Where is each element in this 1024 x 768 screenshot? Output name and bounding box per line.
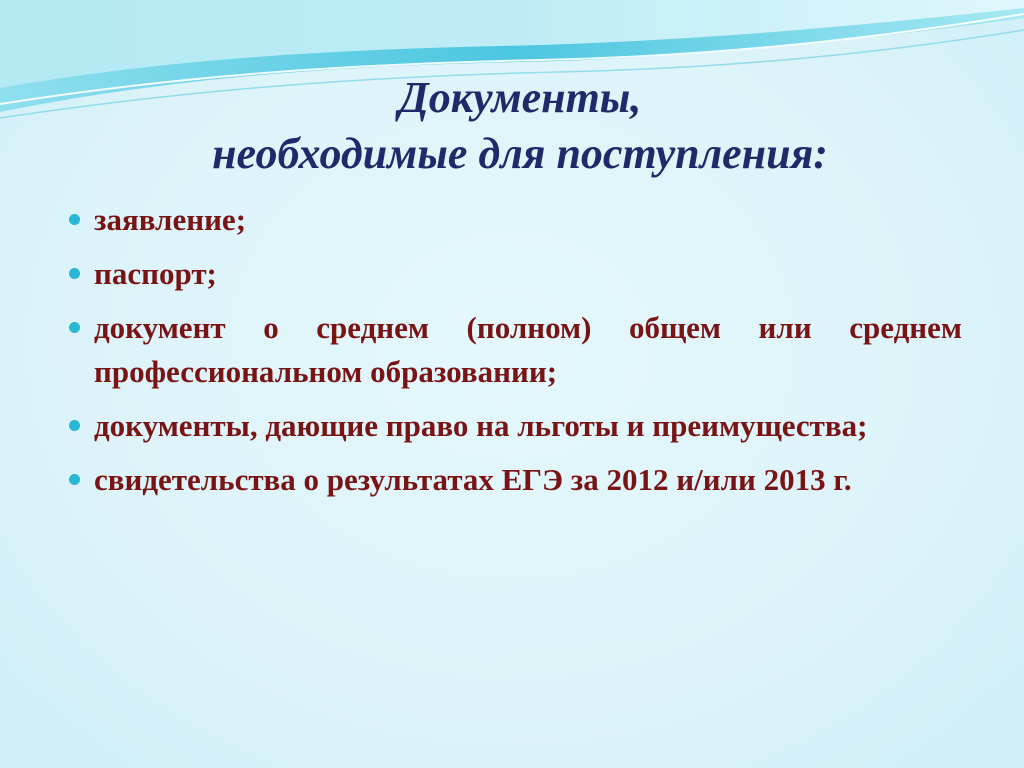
slide-title: [0, 70, 1024, 182]
bullet-icon: [69, 214, 80, 225]
list-item: [64, 306, 962, 394]
list-item-text: документ о среднем (полном) общем или среднем профессиональном образовании;: [94, 310, 962, 389]
bullet-icon: [69, 420, 80, 431]
documents-list: [64, 198, 962, 512]
list-item: [64, 198, 962, 242]
list-item-text: заявление;: [94, 202, 247, 237]
list-item: [64, 404, 962, 448]
list-item-text: свидетельства о результатах ЕГЭ за 2012 и/или 2013 г.: [94, 462, 852, 497]
bullet-icon: [69, 268, 80, 279]
title-line-1: Документы,: [398, 73, 642, 122]
list-item-text: паспорт;: [94, 256, 217, 291]
list-item: [64, 252, 962, 296]
title-line-2: необходимые для поступления:: [212, 129, 828, 178]
bullet-icon: [69, 474, 80, 485]
list-item-text: документы, дающие право на льготы и преимущества;: [94, 408, 868, 443]
bullet-icon: [69, 322, 80, 333]
list-item: [64, 458, 962, 502]
